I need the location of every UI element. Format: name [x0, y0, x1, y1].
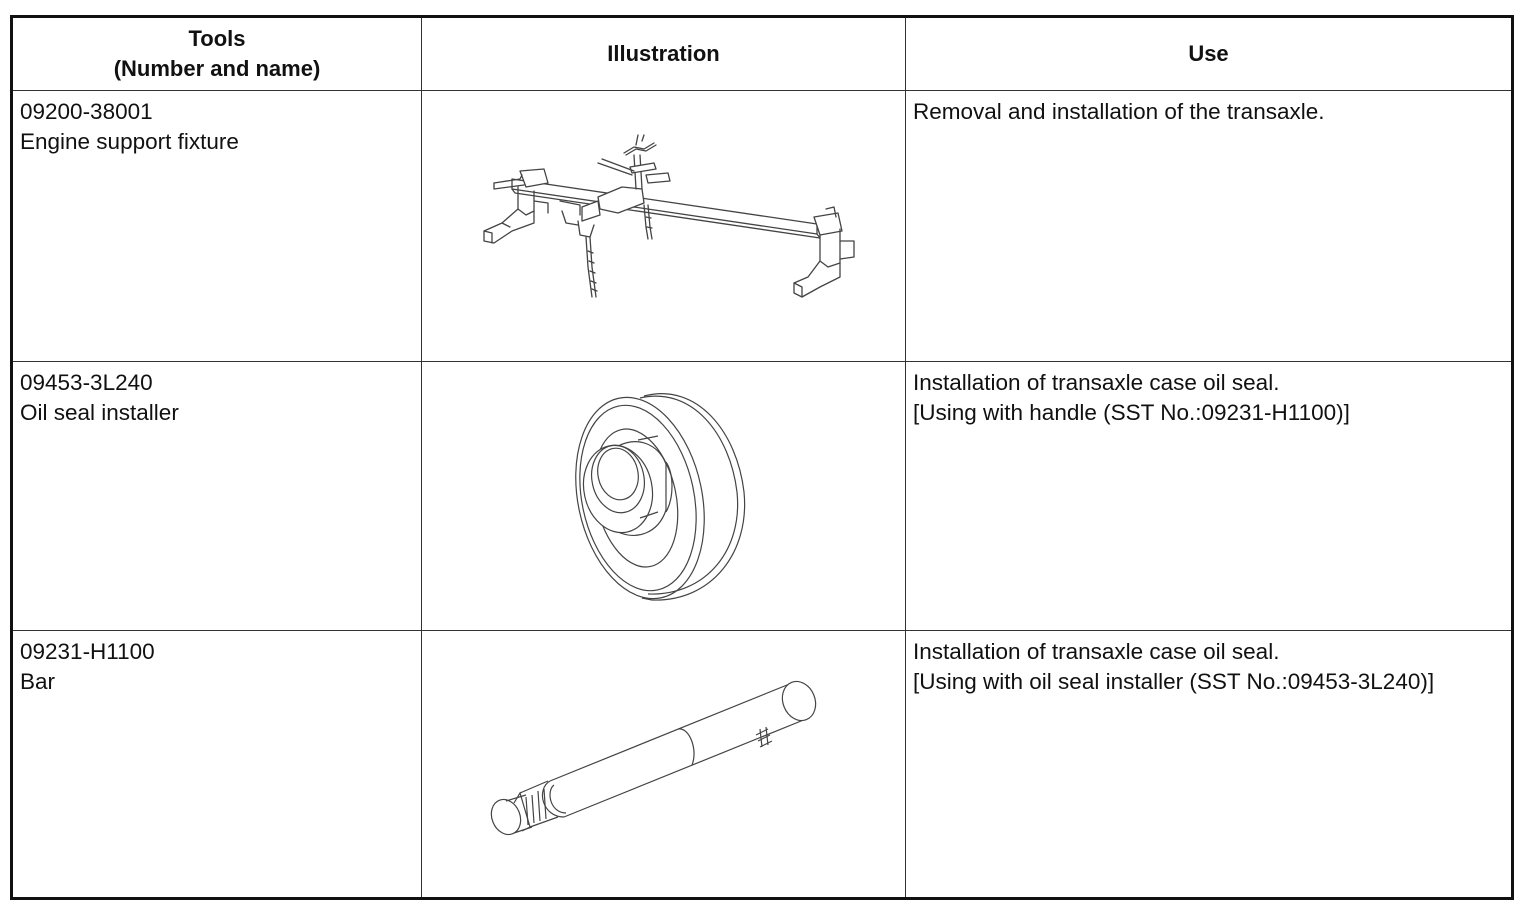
oil-seal-installer-icon — [422, 362, 906, 630]
tool-cell — [12, 91, 422, 362]
use-cell — [906, 91, 1513, 362]
header-tools — [12, 17, 422, 91]
use-note: [Using with handle (SST No.:09231-H1100)] — [913, 400, 1350, 425]
illustration-cell — [422, 91, 906, 362]
tool-cell — [12, 631, 422, 899]
use-note: [Using with oil seal installer (SST No.:09453-3L240)] — [913, 669, 1435, 694]
tool-name: Bar — [20, 669, 56, 694]
header-use: Use — [906, 17, 1513, 91]
tool-name: Oil seal installer — [20, 400, 179, 425]
tool-name: Engine support fixture — [20, 129, 239, 154]
header-tools-title: Tools — [188, 26, 246, 51]
header-illustration: Illustration — [422, 17, 906, 91]
illustration-cell — [422, 362, 906, 631]
engine-support-fixture-icon — [422, 91, 906, 361]
use-text: Installation of transaxle case oil seal. — [913, 370, 1280, 395]
table-row — [12, 91, 1513, 362]
special-service-tools-table — [10, 15, 1514, 900]
table-header-row — [12, 17, 1513, 91]
bar-handle-icon — [422, 631, 906, 897]
use-text: Installation of transaxle case oil seal. — [913, 639, 1280, 664]
tool-number: 09231-H1100 — [20, 639, 155, 664]
table-row — [12, 362, 1513, 631]
use-text: Removal and installation of the transaxle. — [913, 99, 1325, 124]
tool-number: 09453-3L240 — [20, 370, 153, 395]
use-cell — [906, 362, 1513, 631]
table-row — [12, 631, 1513, 899]
illustration-cell — [422, 631, 906, 899]
tool-number: 09200-38001 — [20, 99, 153, 124]
use-cell — [906, 631, 1513, 899]
header-tools-subtitle: (Number and name) — [113, 56, 321, 81]
tool-cell — [12, 362, 422, 631]
